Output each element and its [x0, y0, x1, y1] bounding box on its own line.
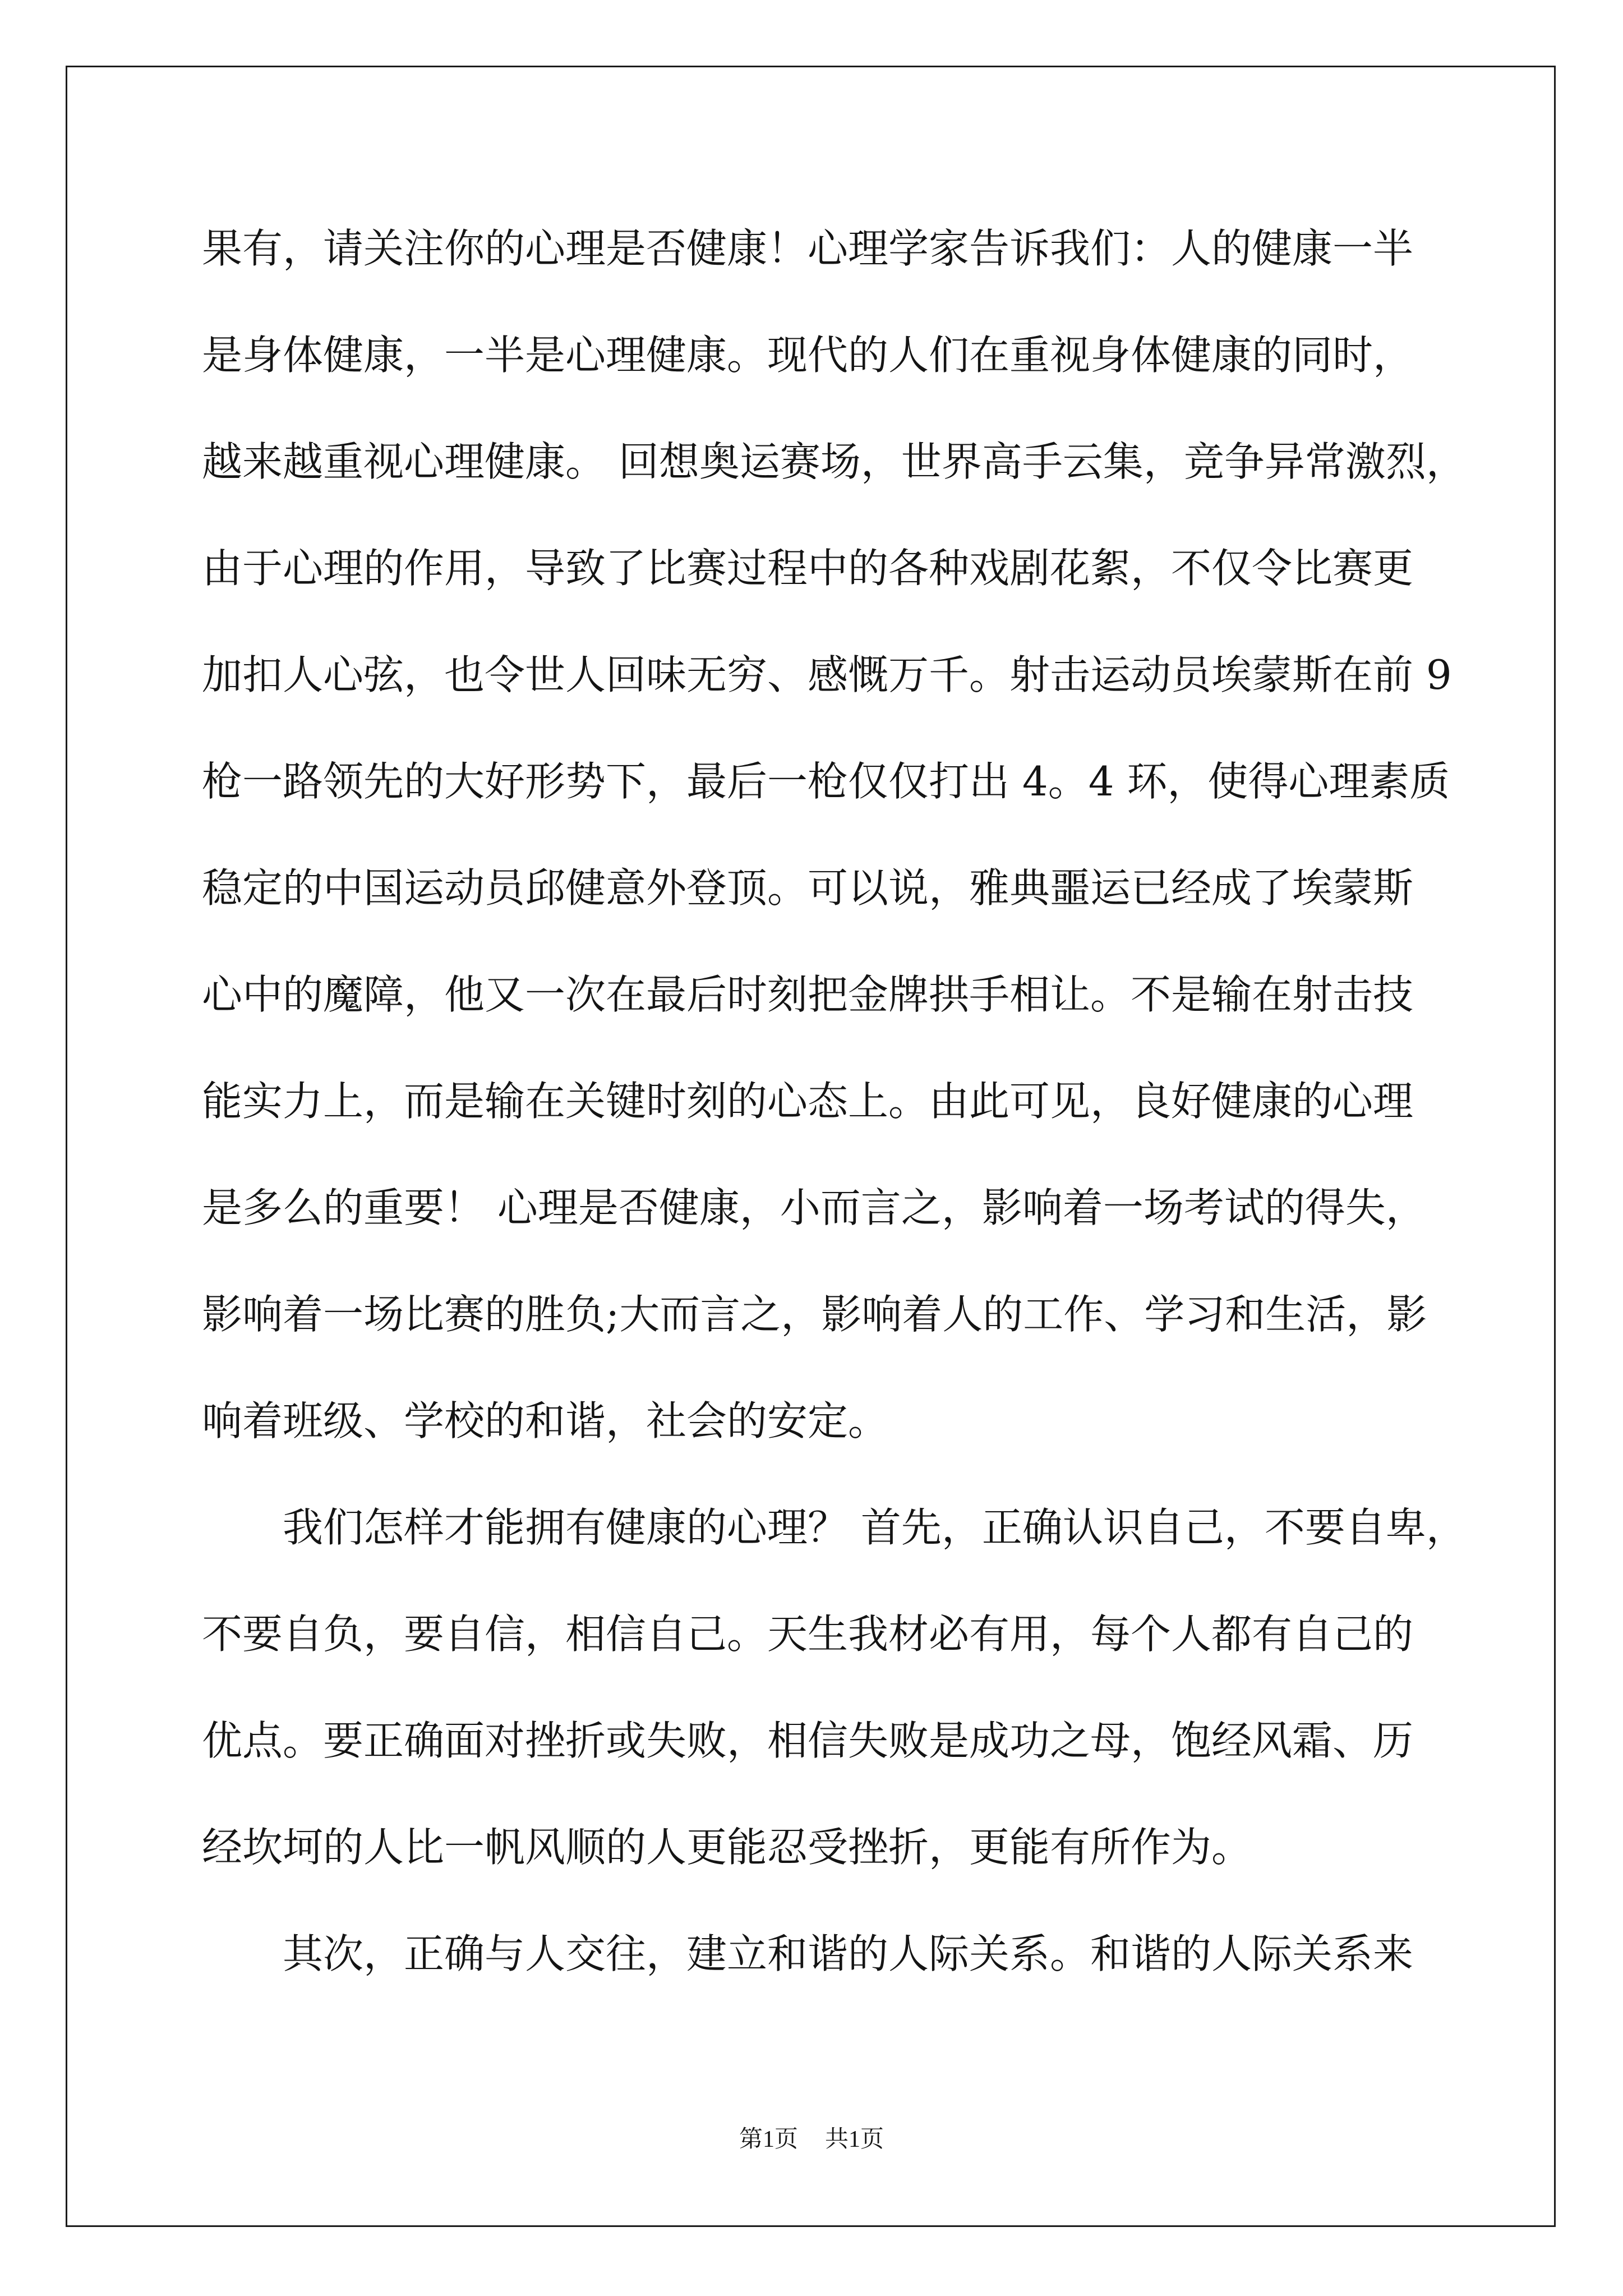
text-line: 枪一路领先的大好形势下，最后一枪仅仅打出 4。4 环，使得心理素质 — [202, 758, 1450, 805]
text-line: 优点。要正确面对挫折或失败，相信失败是成功之母，饱经风霜、历 — [202, 1717, 1414, 1764]
text-line: 经坎坷的人比一帆风顺的人更能忍受挫折，更能有所作为。 — [202, 1824, 1252, 1871]
text-line: 其次，正确与人交往，建立和谐的人际关系。和谐的人际关系来 — [283, 1930, 1414, 1977]
text-line: 是身体健康，一半是心理健康。现代的人们在重视身体健康的同时， — [202, 332, 1414, 379]
page-number: 第1页 — [739, 2127, 798, 2152]
paragraph — [202, 1474, 1537, 1901]
text-line: 稳定的中国运动员邱健意外登顶。可以说，雅典噩运已经成了埃蒙斯 — [202, 864, 1414, 912]
text-line: 越来越重视心理健康。 回想奥运赛场，世界高手云集，竞争异常激烈， — [202, 438, 1467, 485]
text-line: 加扣人心弦，也令世人回味无穷、感慨万千。射击运动员埃蒙斯在前 9 — [202, 651, 1452, 698]
page-total: 共1页 — [825, 2127, 884, 2152]
text-line: 心中的魔障，他又一次在最后时刻把金牌拱手相让。不是输在射击技 — [202, 971, 1414, 1018]
text-line: 是多么的重要！ 心理是否健康，小而言之，影响着一场考试的得失， — [202, 1184, 1426, 1231]
text-line: 影响着一场比赛的胜负;大而言之，影响着人的工作、学习和生活，影 — [202, 1291, 1427, 1338]
text-line: 我们怎样才能拥有健康的心理？ 首先，正确认识自己，不要自卑， — [283, 1504, 1467, 1551]
text-line: 能实力上，而是输在关键时刻的心态上。由此可见，良好健康的心理 — [202, 1078, 1414, 1125]
paragraph — [202, 1901, 1537, 2007]
text-line: 不要自负，要自信，相信自己。天生我材必有用，每个人都有自己的 — [202, 1611, 1414, 1658]
text-line: 响着班级、学校的和谐，社会的安定。 — [202, 1397, 889, 1444]
document-body — [202, 195, 1537, 2007]
page-footer — [0, 2123, 1623, 2156]
text-line: 由于心理的作用，导致了比赛过程中的各种戏剧花絮，不仅令比赛更 — [202, 545, 1414, 592]
text-line: 果有，请关注你的心理是否健康！心理学家告诉我们：人的健康一半 — [202, 225, 1414, 272]
paragraph — [202, 195, 1537, 1474]
